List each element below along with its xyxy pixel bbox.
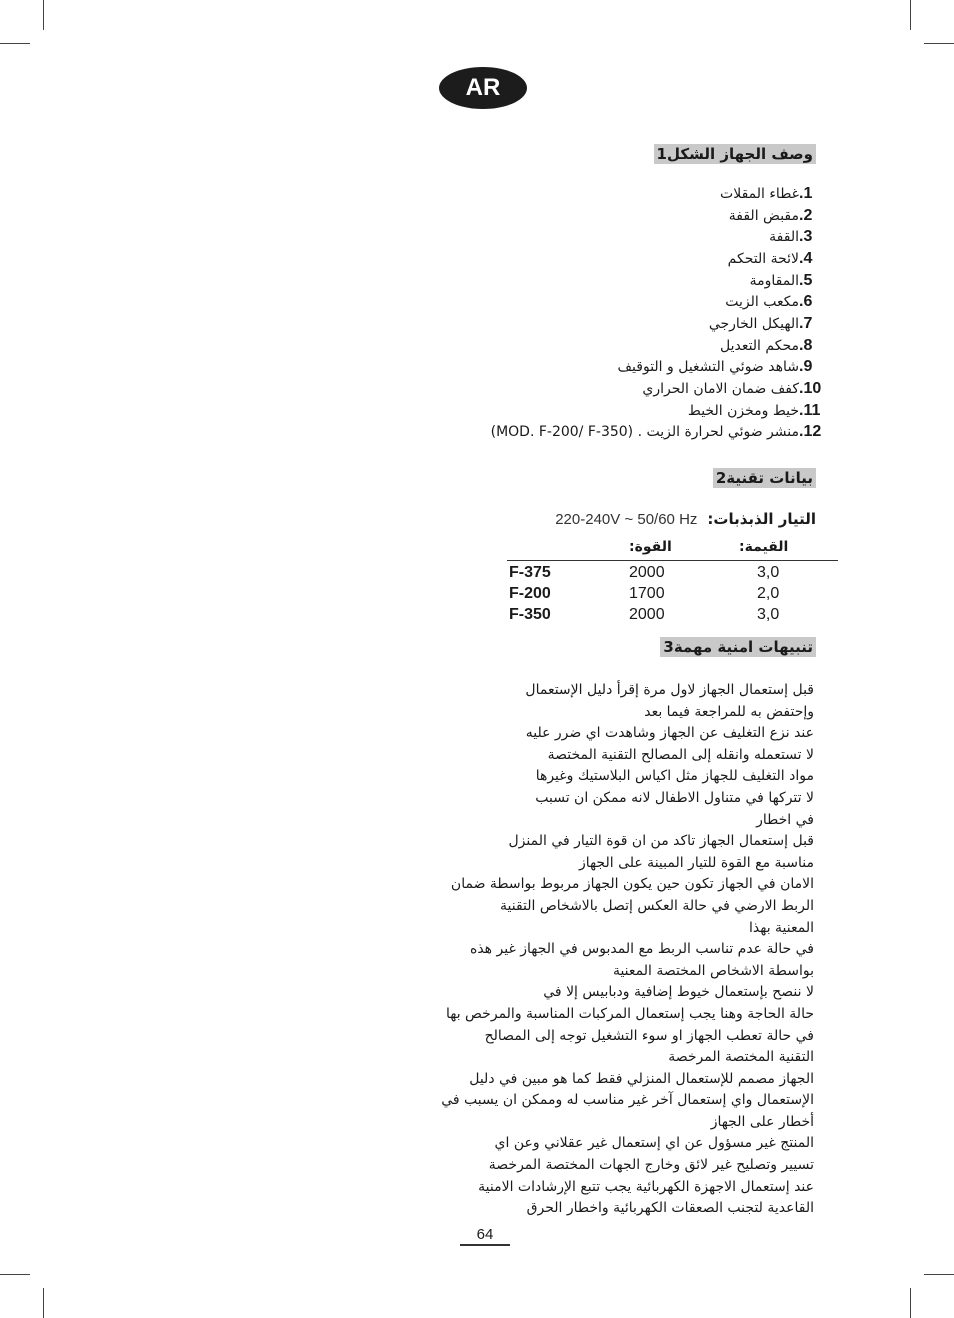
text-line: أخطار على الجهاز xyxy=(710,1113,814,1130)
text-line: المنتج غير مسؤول عن اي إستعمال غير عقلاني وعن اي xyxy=(494,1135,814,1152)
text-line: في اخطار xyxy=(756,811,814,828)
power-header: القوة: xyxy=(629,539,672,555)
item-text: خيط ومخزن الخيط xyxy=(687,402,799,419)
list-item xyxy=(269,378,829,400)
value-cell: 2,0 xyxy=(757,585,780,602)
list-item xyxy=(269,205,829,227)
electric-supply xyxy=(555,510,816,528)
item-text: غطاء المقلات xyxy=(720,185,799,202)
text-line: الإستعمال واي إستعمال آخر غير مناسب له وممكن ان يسبب في xyxy=(441,1092,814,1109)
section3-heading: تنبيهات امنية مهمة3 xyxy=(660,637,816,657)
value-header: القيمة: xyxy=(739,539,789,555)
model-cell: F-375 xyxy=(509,564,551,581)
page-number: 64 xyxy=(460,1226,510,1246)
spec-table xyxy=(507,536,838,624)
model-cell: F-200 xyxy=(509,585,551,602)
text-line: في حالة عدم تناسب الربط مع المدبوس في الجهاز غير هذه xyxy=(470,941,814,958)
item-text: شاهد ضوئي التشغيل و التوقيف xyxy=(617,359,799,376)
item-number: .8 xyxy=(799,336,813,354)
item-number: .11 xyxy=(799,401,821,419)
item-number: .12 xyxy=(799,423,822,441)
text-line: تسيير وتصليح غير لائق وخارج الجهات المختصة المرخصة xyxy=(488,1157,814,1174)
text-line: مواد التغليف للجهاز مثل اكياس البلاستيك وغيرها xyxy=(535,768,814,785)
crop-mark xyxy=(924,1274,954,1275)
crop-mark xyxy=(0,43,30,44)
item-number: .1 xyxy=(799,184,813,202)
table-row xyxy=(507,582,838,603)
item-number: .10 xyxy=(799,380,822,398)
safety-text xyxy=(314,680,814,1220)
item-text: كفف ضمان الامان الحراري xyxy=(642,381,799,398)
list-item xyxy=(269,226,829,248)
list-item xyxy=(269,248,829,270)
item-text: محكم التعديل xyxy=(719,337,799,354)
text-line: الامان في الجهاز تكون حين يكون الجهاز مربوط بواسطة ضمان xyxy=(450,876,814,893)
item-text: مقبض القفة xyxy=(728,207,799,224)
item-text: القفة xyxy=(769,229,799,246)
list-item xyxy=(269,357,829,379)
item-text: مكعب الزيت xyxy=(725,294,799,311)
text-line: مناسبة مع القوة للتيار المبينة على الجهاز xyxy=(578,854,814,871)
section1-heading: وصف الجهاز الشكل1 xyxy=(654,144,816,164)
text-line: قبل إستعمال الجهاز لاول مرة إقرأ دليل الإستعمال xyxy=(525,682,814,698)
item-number: .2 xyxy=(799,206,813,224)
item-number: .3 xyxy=(799,228,813,246)
text-line: في حالة تعطب الجهاز او سوء التشغيل توجه إلى المصالح xyxy=(484,1027,814,1044)
value-cell: 3,0 xyxy=(757,606,780,623)
item-number: .4 xyxy=(799,249,813,267)
text-line: عند نزع التغليف عن الجهاز وشاهدت اي ضرر عليه xyxy=(525,725,814,742)
language-badge: AR xyxy=(439,67,527,109)
list-item xyxy=(269,335,829,357)
list-item xyxy=(269,313,829,335)
item-text: منشر ضوئي لحرارة الزيت . (MOD. F-200/ F-350) xyxy=(490,424,799,441)
power-cell: 2000 xyxy=(629,606,665,623)
crop-mark xyxy=(924,43,954,44)
item-text: المقاومة xyxy=(749,272,799,289)
text-line: بواسطة الاشخاص المختصة المعنية xyxy=(612,962,814,979)
crop-mark xyxy=(0,1274,30,1275)
text-line: التقنية المختصة المرخصة xyxy=(668,1049,814,1066)
text-line: وإحتفض به للمراجعة فيما بعد xyxy=(644,703,814,720)
power-cell: 1700 xyxy=(629,585,665,602)
list-item xyxy=(269,400,829,422)
electric-label: التيار الذبذبات: xyxy=(707,510,816,528)
text-line: لا تستعمله وانقله إلى المصالح التقنية المختصة xyxy=(547,746,814,763)
electric-value: 220-240V ~ 50/60 Hz xyxy=(555,510,698,528)
text-line: عند إستعمال الاجهزة الكهربائية يجب تتبع الإرشادات الامنية xyxy=(478,1178,814,1195)
text-line: قبل إستعمال الجهاز تاكد من ان قوة التيار في المنزل xyxy=(508,833,814,850)
crop-mark xyxy=(910,0,911,30)
power-cell: 2000 xyxy=(629,564,665,581)
text-line: المعنية بهذا xyxy=(749,919,814,936)
crop-mark xyxy=(43,1288,44,1318)
crop-mark xyxy=(43,0,44,30)
item-number: .7 xyxy=(799,314,813,332)
list-item xyxy=(269,291,829,313)
item-number: .5 xyxy=(799,271,813,289)
list-item xyxy=(269,270,829,292)
item-text: لائحة التحكم xyxy=(727,250,799,267)
model-cell: F-350 xyxy=(509,606,551,623)
table-row xyxy=(507,561,838,582)
text-line: حالة الحاجة وهنا يجب إستعمال المركبات المناسبة والمرخص بها xyxy=(445,1005,814,1022)
text-line: القاعدية لتجنب الصعقات الكهربائية واخطار الحرق xyxy=(526,1200,814,1217)
text-line: الجهاز مصمم للإستعمال المنزلي فقط كما هو مبين في دليل xyxy=(469,1070,814,1087)
value-cell: 3,0 xyxy=(757,564,780,581)
item-text: الهيكل الخارجي xyxy=(708,315,799,332)
text-line: الربط الارضي في حالة العكس إتصل بالاشخاص التقنية xyxy=(499,897,814,914)
spec-header xyxy=(507,536,838,561)
item-number: .6 xyxy=(799,293,813,311)
text-line: لا ننصح بإستعمال خيوط إضافية ودبابيس إلا في xyxy=(543,984,814,1001)
list-item xyxy=(269,422,829,444)
crop-mark xyxy=(910,1288,911,1318)
parts-list xyxy=(269,183,829,443)
text-line: لا تتركها في متناول الاطفال لانه ممكن ان تسبب xyxy=(535,789,814,806)
section2-heading: بيانات تقنية2 xyxy=(713,468,816,488)
list-item xyxy=(269,183,829,205)
table-row xyxy=(507,603,838,624)
item-number: .9 xyxy=(799,358,813,376)
